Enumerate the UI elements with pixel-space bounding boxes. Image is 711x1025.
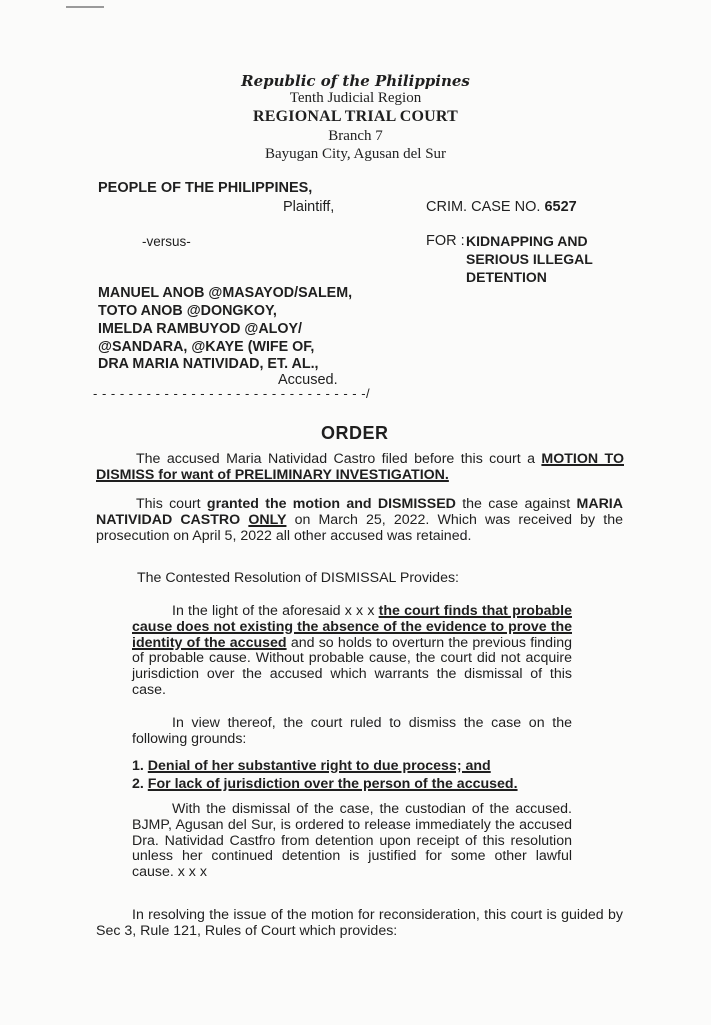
header-branch: Branch 7 — [328, 128, 383, 144]
ground-2-number: 2. — [132, 776, 144, 792]
accused-line: DRA MARIA NATIVIDAD, ET. AL., — [98, 356, 319, 372]
accused-line: MANUEL ANOB @MASAYOD/SALEM, — [98, 285, 353, 301]
plaintiff-name: PEOPLE OF THE PHILIPPINES, — [98, 180, 313, 196]
text-span: The accused Maria Natividad Castro filed before this court a — [136, 451, 542, 467]
offense-line-3: DETENTION — [466, 269, 547, 285]
case-number — [426, 199, 577, 215]
accused-line: @SANDARA, @KAYE (WIFE OF, — [98, 339, 315, 355]
caption-separator: - - - - - - - - - - - - - - - - - - - - - - - - - - - - - - -/ — [93, 386, 371, 401]
ground-1-number: 1. — [132, 758, 144, 774]
ground-1 — [132, 758, 491, 774]
accused-line: IMELDA RAMBUYOD @ALOY/ — [98, 321, 303, 337]
text-span: In view thereof, the court ruled to dismiss the case on the following grounds: — [132, 715, 572, 747]
ground-2 — [132, 776, 518, 792]
header-court: REGIONAL TRIAL COURT — [253, 108, 458, 125]
accused-role: Accused. — [278, 372, 338, 388]
paragraph-reconsideration — [96, 908, 623, 940]
quote-paragraph-1 — [132, 604, 572, 699]
motion-title: MOTION TO DISMISS for want of PRELIMINARY INVESTIGATION. — [96, 451, 624, 483]
text-span: the court finds that probable cause does not existing the absence of the evidence to prove the identity of the accused — [132, 603, 572, 651]
header-republic: Republic of the Philippines — [241, 72, 470, 90]
quote-paragraph-3 — [132, 802, 572, 881]
text-span: MARIA NATIVIDAD CASTRO — [96, 496, 623, 528]
text-span: In resolving the issue of the motion for reconsideration, this court is guided by Sec 3, Rule 121, Rules of Court which provides: — [96, 907, 623, 939]
header-location: Bayugan City, Agusan del Sur — [264, 146, 447, 162]
case-number-value: 6527 — [544, 199, 577, 215]
text-span: granted the motion and DISMISSED — [206, 496, 456, 512]
for-label: FOR : — [426, 233, 465, 249]
accused-line: TOTO ANOB @DONGKOY, — [98, 303, 277, 319]
paragraph-contested: The Contested Resolution of DISMISSAL Provides: — [137, 570, 460, 586]
text-span: With the dismissal of the case, the custodian of the accused. BJMP, Agusan del Sur, is ordered to release immediately the accused Dra. Natividad Castfro from detention upon receipt of this resolution unless her continued detention is justified for some other lawful cause. x x x — [132, 801, 572, 881]
case-number-label: CRIM. CASE NO. — [426, 199, 541, 215]
ground-1-text: Denial of her substantive right to due process; and — [147, 758, 491, 774]
plaintiff-role: Plaintiff, — [283, 199, 335, 215]
text-span: In the light of the aforesaid x x x — [172, 603, 379, 619]
paragraph-granted — [96, 497, 623, 544]
text-span: ONLY — [248, 511, 287, 528]
ground-2-text: For lack of jurisdiction over the person of the accused. — [147, 776, 518, 792]
offense-line-2: SERIOUS ILLEGAL — [466, 251, 593, 267]
order-title: ORDER — [321, 423, 389, 443]
header-region: Tenth Judicial Region — [289, 90, 422, 106]
scan-mark — [66, 6, 104, 8]
text-span: on March 25, 2022. Which was received by the prosecution on April 5, 2022 all other accused was retained. — [96, 511, 623, 544]
text-span: and so holds to overturn the previous finding of probable cause. Without probable cause, the court did not acquire jurisdiction over the accused which warrants the dismissal of this case. — [132, 634, 573, 698]
offense-line-1: KIDNAPPING AND — [466, 233, 588, 249]
text-span: This court — [136, 496, 207, 512]
quote-paragraph-2 — [132, 716, 572, 748]
paragraph-motion — [96, 452, 624, 484]
text-span: the case against — [455, 496, 577, 512]
versus: -versus- — [142, 234, 191, 249]
